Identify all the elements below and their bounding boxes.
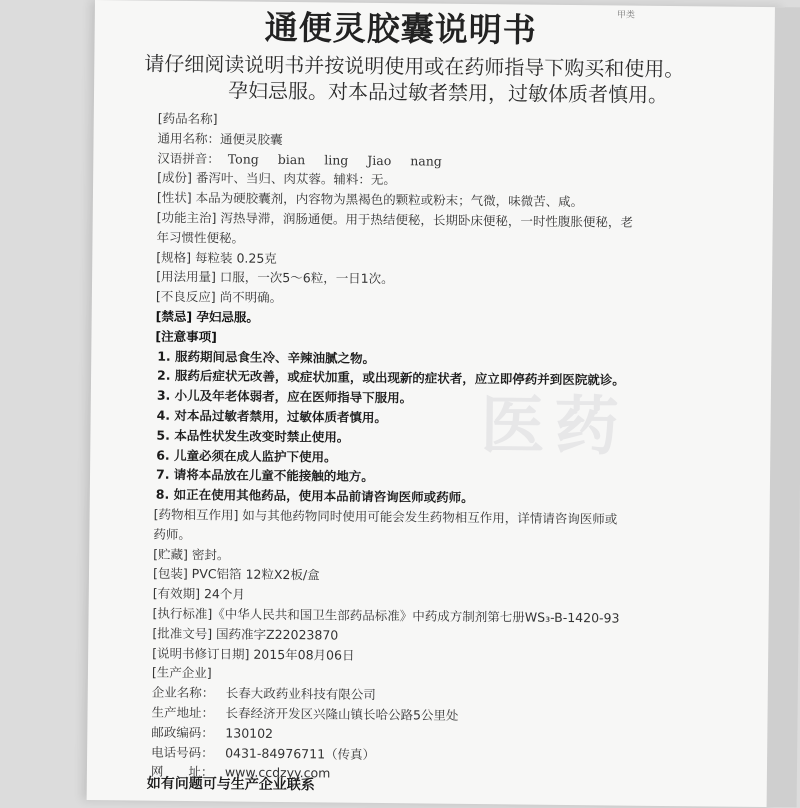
manufacturer-key: 企业名称： (151, 684, 215, 701)
pinyin-syllable: Jiao (367, 152, 392, 168)
pinyin-line (157, 148, 457, 169)
manufacturer-value: 长春大政药业科技有限公司 (225, 685, 376, 703)
manufacturer-value: 长春经济开发区兴隆山镇长哈公路5公里处 (225, 705, 459, 723)
manufacturer-row (151, 742, 375, 762)
validity: [有效期] 24个月 (152, 585, 246, 602)
standard: [执行标准]《中华人民共和国卫生部药品标准》中药成方制剂第七册WS₃-B-1420-93 (152, 605, 620, 626)
sheet-edge (767, 7, 800, 807)
precaution-item: 7. 请将本品放在儿童不能接触的地方。 (155, 467, 374, 485)
interaction-line-2: 药师。 (153, 526, 192, 542)
indications-line-2: 年习惯性便秘。 (156, 229, 245, 246)
storage: [贮藏] 密封。 (153, 546, 230, 563)
document-title: 通便灵胶囊说明书 (264, 7, 537, 50)
approval-number: [批准文号] 国药准字Z22023870 (152, 625, 339, 643)
precaution-item: 3. 小儿及年老体弱者，应在医师指导下服用。 (156, 387, 413, 406)
pinyin-syllable: nang (410, 152, 442, 169)
manufacturer-row (151, 762, 331, 782)
watermark: 医药 (480, 389, 629, 465)
pinyin-label: 汉语拼音： (157, 150, 220, 166)
pinyin-syllable: Tong (227, 150, 259, 167)
precaution-item: 8. 如正在使用其他药品，使用本品前请咨询医师或药师。 (155, 486, 474, 506)
precaution-item: 2. 服药后症状无改善，或症状加重，或出现新的症状者，应立即停药并到医院就诊。 (156, 368, 625, 388)
manufacturer-row (152, 683, 376, 703)
manufacturer-value: 130102 (225, 725, 274, 741)
manufacturer-key: 电话号码： (151, 744, 214, 760)
manufacturer-row (151, 722, 273, 741)
package: [包装] PVC铝箔 12粒X2板/盒 (152, 566, 320, 583)
leaflet-sheet (87, 0, 785, 807)
precautions-header: [注意事项] (155, 328, 217, 345)
manufacturer-key: 生产地址： (151, 704, 215, 721)
contraindication: [禁忌] 孕妇忌服。 (155, 308, 260, 325)
manufacturer-value: 0431-84976711（传真） (225, 744, 376, 762)
interaction-line-1: [药物相互作用] 如与其他药物同时使用可能会发生药物相互作用，详情请咨询医师或 (153, 506, 618, 527)
footer-contact-note: 如有问题可与生产企业联系 (146, 775, 315, 794)
precaution-item: 1. 服药期间忌食生冷、辛辣油腻之物。 (157, 348, 376, 366)
precaution-item: 4. 对本品过敏者禁用，过敏体质者慎用。 (156, 407, 388, 426)
generic-name: 通用名称：通便灵胶囊 (157, 130, 283, 147)
adverse-reactions: [不良反应] 尚不明确。 (155, 288, 283, 306)
instruction-line-1: 请仔细阅读说明书并按说明使用或在药师指导下购买和使用。 (144, 51, 685, 82)
manufacturer-row (151, 703, 458, 724)
dosage: [用法用量] 口服，一次5～6粒，一日1次。 (156, 269, 394, 287)
manufacturer-value: www.ccdzyy.com (224, 764, 331, 781)
manufacturer-header: [生产企业] (151, 665, 212, 681)
indications-line-1: [功能主治] 泻热导滞，润肠通便。用于热结便秘，长期卧床便秘，一时性腹胀便秘，老 (156, 209, 634, 230)
specification: [规格] 每粒装 0.25克 (156, 249, 277, 266)
instruction-line-2: 孕妇忌服。对本品过敏者禁用，过敏体质者慎用。 (227, 78, 669, 108)
precaution-item: 5. 本品性状发生改变时禁止使用。 (156, 427, 350, 445)
precaution-item: 6. 儿童必须在成人监护下使用。 (156, 447, 337, 465)
corner-mark: 甲类 (616, 10, 635, 21)
manufacturer-key: 邮政编码： (151, 724, 214, 741)
pinyin-syllable: ling (324, 152, 349, 168)
properties: [性状] 本品为硬胶囊剂，内容物为黑褐色的颗粒或粉末；气微，味微苦、咸。 (156, 189, 584, 210)
manufacturer-key: 网 址： (150, 764, 214, 780)
ingredients: [成份] 番泻叶、当归、肉苁蓉。辅料：无。 (157, 170, 396, 188)
revision-date: [说明书修订日期] 2015年08月06日 (152, 645, 355, 663)
drug-name-header: [药品名称] (157, 110, 218, 127)
pinyin-syllable: bian (277, 151, 306, 167)
